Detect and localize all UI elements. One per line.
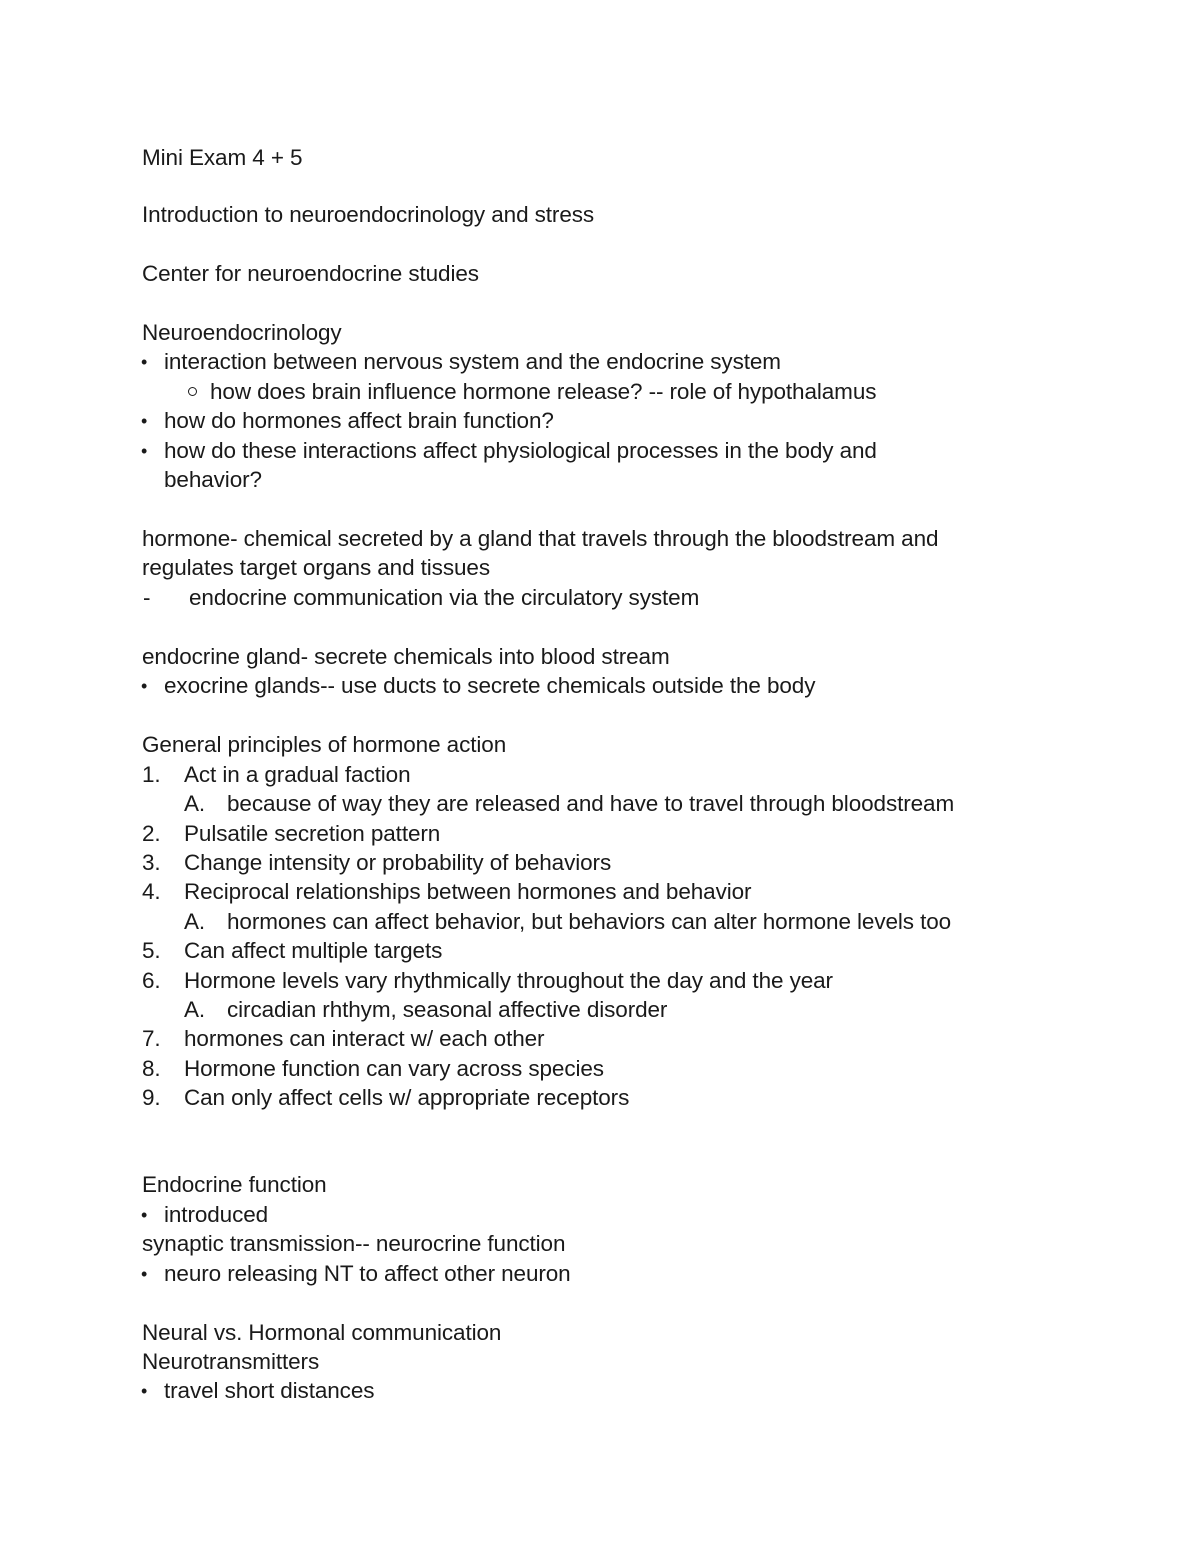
list-item-number: 5. bbox=[142, 938, 161, 963]
neuro-bullet-1: interaction between nervous system and the endocrine system bbox=[164, 349, 781, 374]
list-item-number: 1. bbox=[142, 762, 161, 787]
list-item-number: 3. bbox=[142, 850, 161, 875]
list-item: Hormone levels vary rhythmically throughout the day and the year bbox=[184, 968, 833, 993]
center-line: Center for neuroendocrine studies bbox=[142, 261, 479, 286]
hormone-def-line1: hormone- chemical secreted by a gland that travels through the bloodstream and bbox=[142, 526, 939, 551]
list-sub-item-letter: A. bbox=[184, 791, 206, 816]
neuro-bullet-3-line1: how do these interactions affect physiological processes in the body and bbox=[164, 438, 877, 463]
neuro-heading: Neuroendocrinology bbox=[142, 320, 342, 345]
neuro-bullet-2: how do hormones affect brain function? bbox=[164, 408, 554, 433]
neural-vs-heading: Neural vs. Hormonal communication bbox=[142, 1320, 502, 1345]
principles-heading: General principles of hormone action bbox=[142, 732, 507, 757]
list-item: Change intensity or probability of behaviors bbox=[184, 850, 612, 875]
synaptic-line: synaptic transmission-- neurocrine function bbox=[142, 1231, 566, 1256]
list-sub-item-letter: A. bbox=[184, 997, 206, 1022]
list-item: Hormone function can vary across species bbox=[184, 1056, 604, 1081]
endocrine-bullet-1: introduced bbox=[164, 1202, 269, 1227]
neurotransmitters-subheading: Neurotransmitters bbox=[142, 1349, 320, 1374]
bullet-marker: • bbox=[141, 676, 148, 696]
list-item-number: 9. bbox=[142, 1085, 161, 1110]
list-sub-item-letter: A. bbox=[184, 909, 206, 934]
bullet-marker: • bbox=[141, 1205, 148, 1225]
list-item-number: 8. bbox=[142, 1056, 161, 1081]
bullet-marker: • bbox=[141, 411, 148, 431]
endocrine-bullet-2: neuro releasing NT to affect other neuron bbox=[164, 1261, 571, 1286]
neuro-bullet-3-line2: behavior? bbox=[164, 467, 262, 492]
list-item: hormones can interact w/ each other bbox=[184, 1026, 545, 1051]
list-item: Can only affect cells w/ appropriate receptors bbox=[184, 1085, 630, 1110]
list-item: Reciprocal relationships between hormones and behavior bbox=[184, 879, 752, 904]
list-item: Can affect multiple targets bbox=[184, 938, 443, 963]
document-title: Mini Exam 4 + 5 bbox=[142, 145, 303, 170]
list-sub-item: because of way they are released and have to travel through bloodstream bbox=[227, 791, 955, 816]
bullet-marker: • bbox=[141, 352, 148, 372]
list-sub-item: hormones can affect behavior, but behaviors can alter hormone levels too bbox=[227, 909, 952, 934]
gland-def-line1: endocrine gland- secrete chemicals into blood stream bbox=[142, 644, 670, 669]
list-item-number: 6. bbox=[142, 968, 161, 993]
hormone-dash-item: endocrine communication via the circulatory system bbox=[189, 585, 700, 610]
list-item-number: 2. bbox=[142, 821, 161, 846]
list-item: Act in a gradual faction bbox=[184, 762, 411, 787]
list-item: Pulsatile secretion pattern bbox=[184, 821, 441, 846]
dash-marker: - bbox=[143, 585, 151, 610]
bullet-marker: • bbox=[141, 441, 148, 461]
hormone-def-line2: regulates target organs and tissues bbox=[142, 555, 490, 580]
hollow-circle-bullet-icon bbox=[188, 387, 197, 396]
gland-bullet: exocrine glands-- use ducts to secrete chemicals outside the body bbox=[164, 673, 816, 698]
neuro-sub-bullet-1: how does brain influence hormone release? -- role of hypothalamus bbox=[210, 379, 877, 404]
list-item-number: 4. bbox=[142, 879, 161, 904]
bullet-marker: • bbox=[141, 1264, 148, 1284]
neural-bullet-1: travel short distances bbox=[164, 1378, 375, 1403]
document-subtitle: Introduction to neuroendocrinology and stress bbox=[142, 202, 595, 227]
bullet-marker: • bbox=[141, 1381, 148, 1401]
endocrine-function-heading: Endocrine function bbox=[142, 1172, 327, 1197]
list-sub-item: circadian rhthym, seasonal affective disorder bbox=[227, 997, 668, 1022]
list-item-number: 7. bbox=[142, 1026, 161, 1051]
